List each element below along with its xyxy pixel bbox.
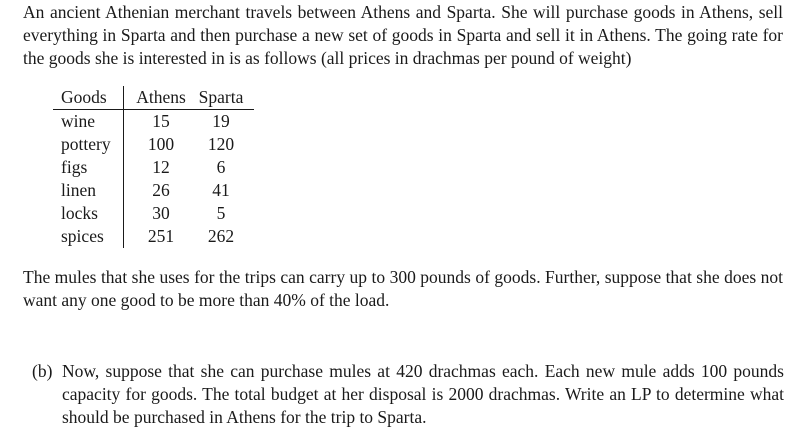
- header-athens: Athens: [124, 86, 195, 110]
- mules-paragraph: The mules that she uses for the trips can carry up to 300 pounds of goods. Further, suppose that she does not want any one good to be more than 40% of the load.: [23, 267, 783, 310]
- part-b-question: [32, 360, 784, 429]
- cell-athens-price: 26: [152, 180, 170, 200]
- cell-sparta-price: 5: [216, 203, 226, 223]
- cell-athens-price: 30: [152, 203, 170, 223]
- intro-paragraph: An ancient Athenian merchant travels between Athens and Sparta. She will purchase goods in Athens, sell everything in Sparta and then purchase a new set of goods in Sparta and sell it in Athens. The going rate for the goods she is interested in is as follows (all prices in drachmas per pound of weight): [23, 2, 783, 68]
- cell-good: figs: [53, 156, 124, 179]
- header-goods: Goods: [53, 86, 124, 110]
- cell-athens-price: 100: [147, 134, 175, 154]
- table-row: [53, 133, 254, 156]
- table-row: [53, 179, 254, 202]
- part-b-label: (b): [32, 361, 53, 381]
- table-header-row: [53, 86, 254, 110]
- cell-good: locks: [53, 202, 124, 225]
- cell-good: pottery: [53, 133, 124, 156]
- table-row: [53, 202, 254, 225]
- table-row: [53, 225, 254, 248]
- cell-sparta-price: 262: [207, 226, 235, 246]
- header-sparta: Sparta: [194, 86, 254, 110]
- cell-good: wine: [53, 110, 124, 134]
- cell-sparta-price: 120: [207, 134, 235, 154]
- price-table: [53, 86, 254, 248]
- cell-athens-price: 12: [152, 157, 170, 177]
- cell-good: linen: [53, 179, 124, 202]
- cell-sparta-price: 19: [212, 111, 230, 131]
- part-b-text: Now, suppose that she can purchase mules at 420 drachmas each. Each new mule adds 100 pounds capacity for goods. The total budget at her disposal is 2000 drachmas. Write an LP to determine what should be purchased in Athens for the trip to Sparta.: [62, 361, 784, 427]
- cell-athens-price: 251: [147, 226, 175, 246]
- cell-athens-price: 15: [152, 111, 170, 131]
- cell-sparta-price: 41: [212, 180, 230, 200]
- table-row: [53, 156, 254, 179]
- cell-sparta-price: 6: [216, 157, 226, 177]
- table-row: [53, 110, 254, 134]
- cell-good: spices: [53, 225, 124, 248]
